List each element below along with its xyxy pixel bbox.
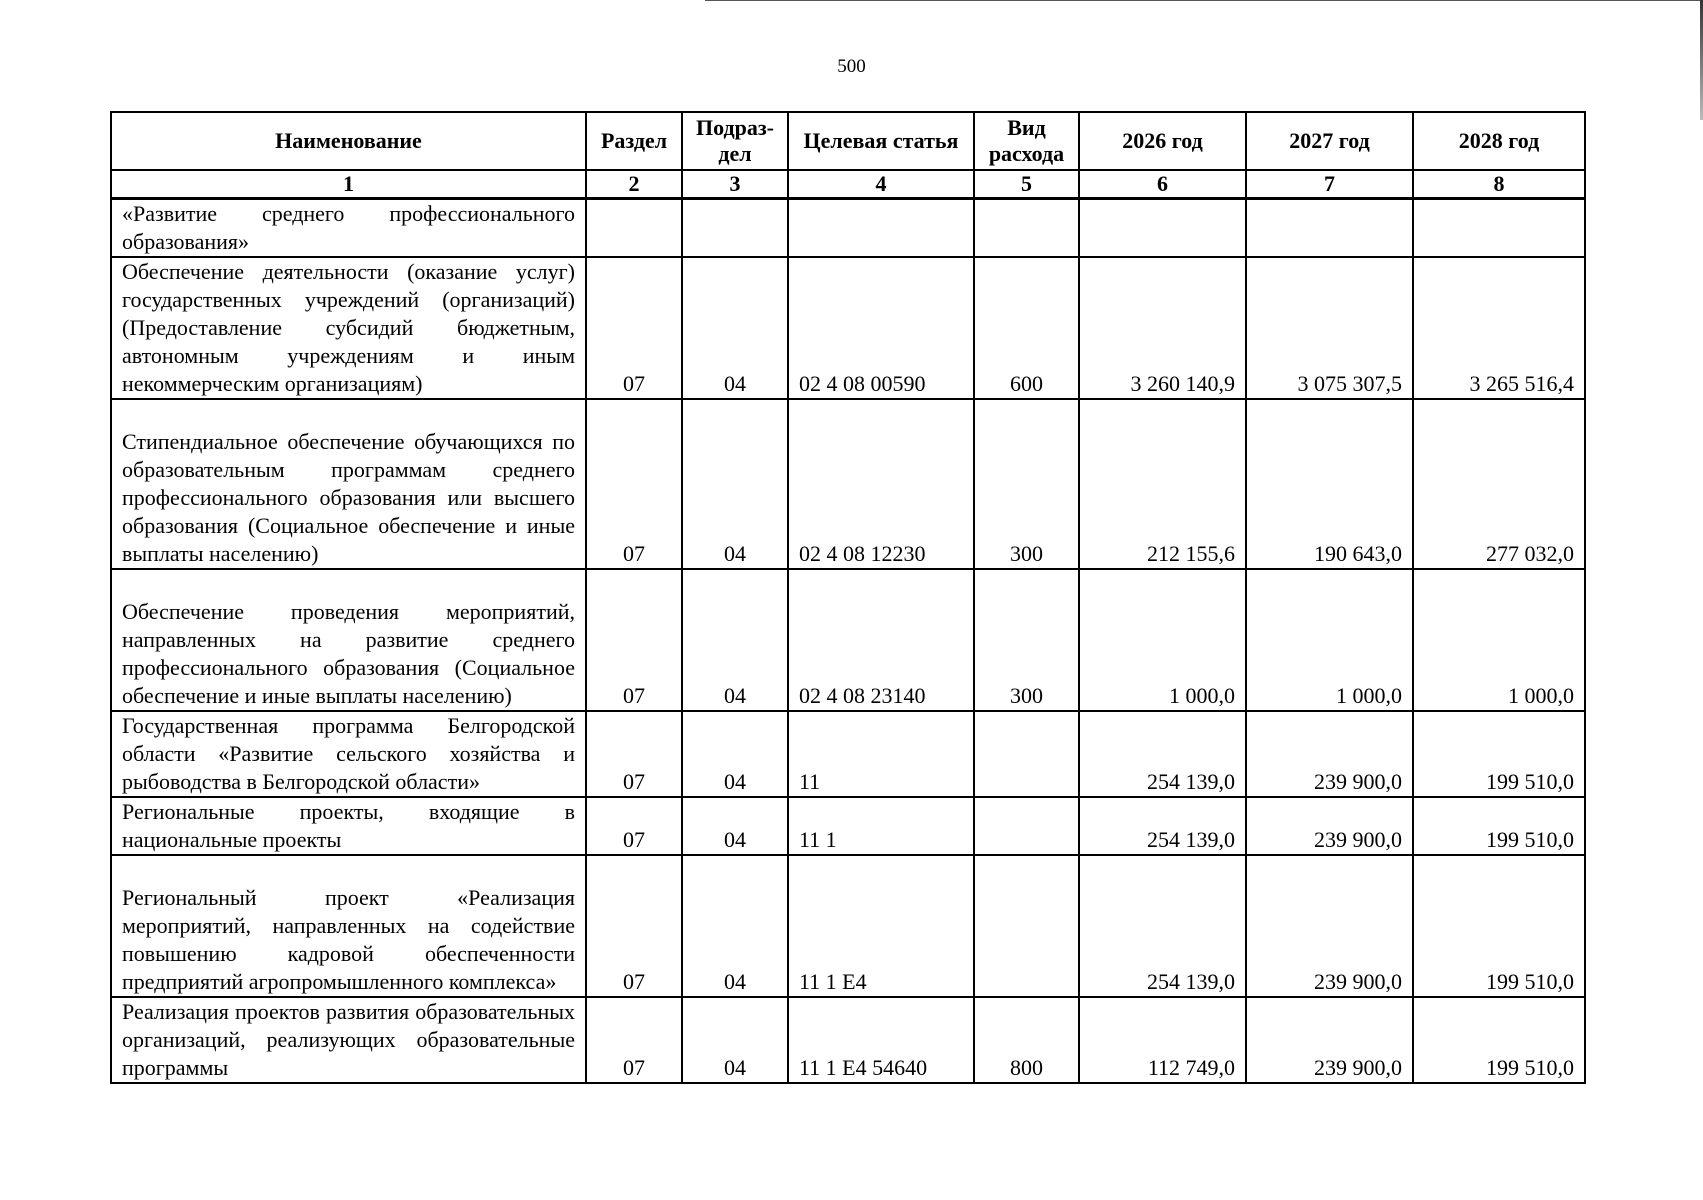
row-statya: 02 4 08 00590: [788, 257, 974, 399]
row-name: Региональный проект «Реализация мероприятий, направленных на содействие повышению кадровой обеспеченности предприятий агропромышленного комплекса»: [111, 855, 586, 997]
row-2028: 3 265 516,4: [1413, 257, 1585, 399]
column-number: 7: [1246, 170, 1413, 199]
header-2028: 2028 год: [1413, 112, 1585, 170]
page-number: 500: [837, 56, 866, 77]
row-statya: 11 1 Е4 54640: [788, 997, 974, 1083]
row-2026: 254 139,0: [1079, 855, 1246, 997]
header-2026: 2026 год: [1079, 112, 1246, 170]
row-2028: 199 510,0: [1413, 711, 1585, 797]
row-statya: 11 1: [788, 797, 974, 855]
row-name: Обеспечение деятельности (оказание услуг) государственных учреждений (организаций) (Предоставление субсидий бюджетным, автономным учреждениям и иным некоммерческим организациям): [111, 257, 586, 399]
row-vid: 600: [974, 257, 1079, 399]
row-podrazdel: 04: [682, 855, 788, 997]
row-2026: 254 139,0: [1079, 711, 1246, 797]
row-vid: [974, 199, 1079, 258]
row-podrazdel: 04: [682, 797, 788, 855]
row-2026: 1 000,0: [1079, 569, 1246, 711]
row-2028: 199 510,0: [1413, 855, 1585, 997]
row-2028: 277 032,0: [1413, 399, 1585, 569]
row-vid: 300: [974, 399, 1079, 569]
top-scan-rule: [705, 0, 1703, 1]
row-2028: [1413, 199, 1585, 258]
row-name: Обеспечение проведения мероприятий, направленных на развитие среднего профессионального образования (Социальное обеспечение и иные выплаты населению): [111, 569, 586, 711]
row-razdel: 07: [586, 569, 682, 711]
header-name: Наименование: [111, 112, 586, 170]
row-statya: 11 1 Е4: [788, 855, 974, 997]
row-vid: [974, 797, 1079, 855]
row-name: «Развитие среднего профессионального образования»: [111, 199, 586, 258]
row-razdel: 07: [586, 399, 682, 569]
table-row: [111, 399, 1585, 569]
row-2027: [1246, 199, 1413, 258]
row-statya: 11: [788, 711, 974, 797]
column-number: 5: [974, 170, 1079, 199]
row-2028: 1 000,0: [1413, 569, 1585, 711]
row-2026: 212 155,6: [1079, 399, 1246, 569]
row-razdel: [586, 199, 682, 258]
header-podrazdel: Подраз-дел: [682, 112, 788, 170]
row-podrazdel: 04: [682, 711, 788, 797]
row-vid: 800: [974, 997, 1079, 1083]
row-statya: 02 4 08 23140: [788, 569, 974, 711]
table-row: [111, 855, 1585, 997]
row-2026: [1079, 199, 1246, 258]
column-number: 1: [111, 170, 586, 199]
row-2026: 3 260 140,9: [1079, 257, 1246, 399]
row-2027: 190 643,0: [1246, 399, 1413, 569]
row-vid: [974, 855, 1079, 997]
row-2028: 199 510,0: [1413, 797, 1585, 855]
row-2027: 239 900,0: [1246, 797, 1413, 855]
row-podrazdel: 04: [682, 399, 788, 569]
column-number-row: [111, 170, 1585, 199]
header-2027: 2027 год: [1246, 112, 1413, 170]
table-row: [111, 569, 1585, 711]
row-podrazdel: 04: [682, 257, 788, 399]
row-podrazdel: 04: [682, 569, 788, 711]
column-number: 8: [1413, 170, 1585, 199]
row-vid: [974, 711, 1079, 797]
row-razdel: 07: [586, 257, 682, 399]
table-row: [111, 797, 1585, 855]
column-number: 6: [1079, 170, 1246, 199]
budget-table: [110, 111, 1586, 1084]
header-razdel: Раздел: [586, 112, 682, 170]
row-podrazdel: [682, 199, 788, 258]
row-name: Государственная программа Белгородской области «Развитие сельского хозяйства и рыбоводства в Белгородской области»: [111, 711, 586, 797]
column-number: 2: [586, 170, 682, 199]
row-2026: 112 749,0: [1079, 997, 1246, 1083]
table-header-row: [111, 112, 1585, 170]
table-row: [111, 257, 1585, 399]
header-statya: Целевая статья: [788, 112, 974, 170]
row-2026: 254 139,0: [1079, 797, 1246, 855]
row-razdel: 07: [586, 711, 682, 797]
header-vid: Вид расхода: [974, 112, 1079, 170]
row-name: Стипендиальное обеспечение обучающихся по образовательным программам среднего профессионального образования или высшего образования (Социальное обеспечение и иные выплаты населению): [111, 399, 586, 569]
row-razdel: 07: [586, 997, 682, 1083]
row-2027: 239 900,0: [1246, 997, 1413, 1083]
column-number: 4: [788, 170, 974, 199]
row-2028: 199 510,0: [1413, 997, 1585, 1083]
row-statya: [788, 199, 974, 258]
row-razdel: 07: [586, 797, 682, 855]
row-name: Реализация проектов развития образовательных организаций, реализующих образовательные программы: [111, 997, 586, 1083]
row-2027: 239 900,0: [1246, 855, 1413, 997]
row-2027: 239 900,0: [1246, 711, 1413, 797]
row-statya: 02 4 08 12230: [788, 399, 974, 569]
row-vid: 300: [974, 569, 1079, 711]
row-name: Региональные проекты, входящие в национальные проекты: [111, 797, 586, 855]
column-number: 3: [682, 170, 788, 199]
row-razdel: 07: [586, 855, 682, 997]
row-podrazdel: 04: [682, 997, 788, 1083]
table-row: [111, 997, 1585, 1083]
table-row: [111, 711, 1585, 797]
row-2027: 3 075 307,5: [1246, 257, 1413, 399]
row-2027: 1 000,0: [1246, 569, 1413, 711]
table-row: [111, 199, 1585, 258]
